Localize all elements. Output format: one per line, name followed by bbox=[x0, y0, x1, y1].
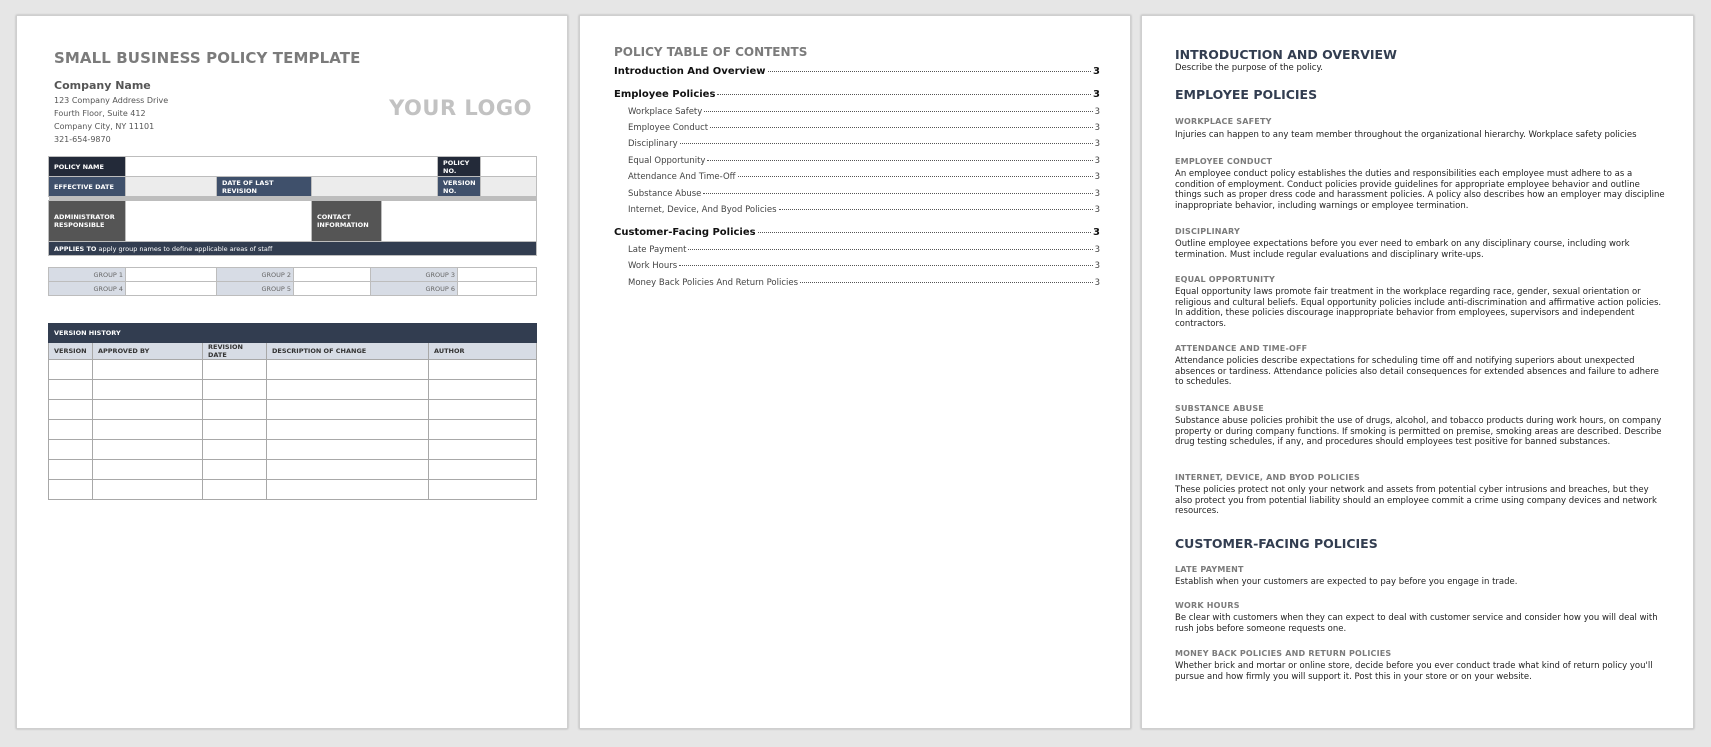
section-heading-customer-facing: CUSTOMER-FACING POLICIES bbox=[1175, 536, 1378, 551]
version-no-label: VERSION NO. bbox=[438, 177, 481, 197]
cell-description[interactable] bbox=[267, 480, 429, 500]
subsection-text-internet-device-byod[interactable]: These policies protect not only your network and assets from potential cyber intrusions and breaches, but they also protect you from potential liability should an employee commit a crime using company devices and network resources. bbox=[1175, 485, 1657, 516]
column-header-description: DESCRIPTION OF CHANGE bbox=[267, 343, 429, 360]
subsection-heading-work-hours: WORK HOURS bbox=[1175, 601, 1240, 610]
subsection-text-employee-conduct[interactable]: An employee conduct policy establishes the duties and responsibilities each employee must adhere to as a condition of employment. Conduct policies provide guidelines for appropriate employee behavior and outline things such as proper dress code and harassment policies. A policy also describes how an employer may discipline inappropriate behavior, including warnings or employee termination. bbox=[1175, 169, 1665, 211]
logo-placeholder[interactable]: YOUR LOGO bbox=[389, 96, 532, 120]
group-5-label: GROUP 5 bbox=[217, 282, 294, 296]
subsection-heading-equal-opportunity: EQUAL OPPORTUNITY bbox=[1175, 275, 1275, 284]
applies-to-instructions: apply group names to define applicable areas of staff bbox=[96, 244, 273, 253]
cell-description[interactable] bbox=[267, 360, 429, 380]
administrator-label: ADMINISTRATOR RESPONSIBLE bbox=[49, 201, 126, 242]
toc-dot-leader bbox=[680, 143, 1093, 144]
version-no-field[interactable] bbox=[481, 177, 537, 197]
section-text-introduction[interactable]: Describe the purpose of the policy. bbox=[1175, 63, 1324, 73]
cell-version[interactable] bbox=[49, 480, 93, 500]
group-4-field[interactable] bbox=[126, 282, 217, 296]
group-3-field[interactable] bbox=[458, 268, 537, 282]
toc-dot-leader bbox=[710, 127, 1092, 128]
administrator-field[interactable] bbox=[126, 201, 312, 242]
toc-page-number: 3 bbox=[1094, 139, 1100, 149]
group-6-field[interactable] bbox=[458, 282, 537, 296]
policy-no-label: POLICY NO. bbox=[438, 157, 481, 177]
subsection-heading-internet-device-byod: INTERNET, DEVICE, AND BYOD POLICIES bbox=[1175, 473, 1361, 482]
toc-page-number: 3 bbox=[1093, 89, 1100, 100]
toc-entry[interactable] bbox=[614, 66, 1100, 77]
company-city[interactable]: Company City, NY 11101 bbox=[54, 122, 155, 131]
cell-version[interactable] bbox=[49, 380, 93, 400]
subsection-heading-workplace-safety: WORKPLACE SAFETY bbox=[1175, 117, 1272, 126]
groups-table bbox=[48, 267, 537, 296]
group-6-label: GROUP 6 bbox=[371, 282, 458, 296]
table-row bbox=[49, 440, 537, 460]
cell-revision-date[interactable] bbox=[203, 360, 267, 380]
toc-page-number: 3 bbox=[1094, 278, 1100, 288]
cell-author[interactable] bbox=[429, 400, 537, 420]
cell-author[interactable] bbox=[429, 440, 537, 460]
toc-entry[interactable] bbox=[614, 156, 1100, 166]
company-phone[interactable]: 321-654-9870 bbox=[54, 135, 111, 144]
subsection-heading-attendance: ATTENDANCE AND TIME-OFF bbox=[1175, 344, 1308, 353]
toc-entry[interactable] bbox=[614, 227, 1100, 238]
cell-author[interactable] bbox=[429, 380, 537, 400]
cell-author[interactable] bbox=[429, 460, 537, 480]
policy-info-table bbox=[48, 156, 537, 256]
toc-entry-label: Late Payment bbox=[628, 245, 687, 255]
toc-dot-leader bbox=[779, 209, 1093, 210]
company-name[interactable]: Company Name bbox=[54, 79, 151, 92]
cell-description[interactable] bbox=[267, 400, 429, 420]
page-table-of-contents bbox=[579, 15, 1131, 729]
policy-name-label: POLICY NAME bbox=[49, 157, 126, 177]
toc-entry-label: Workplace Safety bbox=[628, 107, 703, 117]
policy-no-field[interactable] bbox=[481, 157, 537, 177]
table-row bbox=[49, 400, 537, 420]
toc-dot-leader bbox=[758, 232, 1091, 233]
subsection-heading-money-back: MONEY BACK POLICIES AND RETURN POLICIES bbox=[1175, 649, 1392, 658]
cell-description[interactable] bbox=[267, 460, 429, 480]
toc-entry-label: Work Hours bbox=[628, 261, 678, 271]
effective-date-field[interactable] bbox=[126, 177, 217, 197]
column-header-approved-by: APPROVED BY bbox=[93, 343, 203, 360]
cell-author[interactable] bbox=[429, 480, 537, 500]
last-revision-field[interactable] bbox=[312, 177, 438, 197]
cell-approved-by[interactable] bbox=[93, 420, 203, 440]
policy-name-field[interactable] bbox=[126, 157, 438, 177]
toc-entry[interactable] bbox=[614, 245, 1100, 255]
toc-dot-leader bbox=[768, 71, 1092, 72]
last-revision-label: DATE OF LAST REVISION bbox=[217, 177, 312, 197]
cell-author[interactable] bbox=[429, 420, 537, 440]
subsection-text-attendance[interactable]: Attendance policies describe expectations for scheduling time off and notifying superiors about unexpected absences or tardiness. Attendance policies also detail consequences for extended absences and failure to adhere to schedules. bbox=[1175, 356, 1659, 387]
cell-approved-by[interactable] bbox=[93, 460, 203, 480]
toc-page-number: 3 bbox=[1094, 123, 1100, 133]
toc-dot-leader bbox=[679, 265, 1092, 266]
cell-approved-by[interactable] bbox=[93, 440, 203, 460]
cell-revision-date[interactable] bbox=[203, 420, 267, 440]
toc-page-number: 3 bbox=[1094, 107, 1100, 117]
toc-page-number: 3 bbox=[1093, 227, 1100, 238]
group-3-label: GROUP 3 bbox=[371, 268, 458, 282]
table-row bbox=[49, 360, 537, 380]
toc-entry-label: Equal Opportunity bbox=[628, 156, 706, 166]
company-address-line2[interactable]: Fourth Floor, Suite 412 bbox=[54, 109, 146, 118]
cell-version[interactable] bbox=[49, 460, 93, 480]
toc-dot-leader bbox=[707, 160, 1092, 161]
cell-description[interactable] bbox=[267, 420, 429, 440]
subsection-text-equal-opportunity[interactable]: Equal opportunity laws promote fair treatment in the workplace regarding race, gender, sexual orientation or religious and cultural beliefs. Equal opportunity policies include anti-discrimination and affirmative action policies. In addition, these policies discourage inappropriate behavior from employees, supervisors and independent contractors. bbox=[1175, 287, 1662, 329]
group-5-field[interactable] bbox=[294, 282, 371, 296]
section-heading-employee-policies: EMPLOYEE POLICIES bbox=[1175, 87, 1318, 102]
toc-entry-label: Money Back Policies And Return Policies bbox=[628, 278, 799, 288]
toc-entry[interactable] bbox=[614, 205, 1100, 215]
group-1-label: GROUP 1 bbox=[49, 268, 126, 282]
table-row bbox=[49, 480, 537, 500]
cell-revision-date[interactable] bbox=[203, 440, 267, 460]
cell-version[interactable] bbox=[49, 420, 93, 440]
toc-page-number: 3 bbox=[1094, 205, 1100, 215]
toc-page-number: 3 bbox=[1094, 172, 1100, 182]
cell-revision-date[interactable] bbox=[203, 400, 267, 420]
cell-approved-by[interactable] bbox=[93, 360, 203, 380]
subsection-text-work-hours[interactable]: Be clear with customers when they can expect to deal with customer service and consider how you will deal with rush jobs before someone requests one. bbox=[1175, 613, 1658, 634]
page-policy-body bbox=[1141, 15, 1694, 729]
toc-entry-label: Disciplinary bbox=[628, 139, 678, 149]
group-4-label: GROUP 4 bbox=[49, 282, 126, 296]
subsection-text-substance-abuse[interactable]: Substance abuse policies prohibit the use of drugs, alcohol, and tobacco products during work hours, on company property or during company functions. If smoking is permitted on premise, smoking areas are described. Describe drug testing schedules, if any, and procedures should employees test positive for banned substances. bbox=[1175, 416, 1662, 447]
subsection-heading-substance-abuse: SUBSTANCE ABUSE bbox=[1175, 404, 1264, 413]
toc-page-number: 3 bbox=[1094, 261, 1100, 271]
toc-entry[interactable] bbox=[614, 172, 1100, 182]
table-row bbox=[49, 420, 537, 440]
section-heading-introduction: INTRODUCTION AND OVERVIEW bbox=[1175, 47, 1397, 62]
toc-page-number: 3 bbox=[1094, 189, 1100, 199]
group-2-field[interactable] bbox=[294, 268, 371, 282]
subsection-text-money-back[interactable]: Whether brick and mortar or online store, decide before you ever conduct trade what kind of return policy you'll pursue and how firmly you will support it. Post this in your store or on your website. bbox=[1175, 661, 1653, 682]
cell-author[interactable] bbox=[429, 360, 537, 380]
cell-version[interactable] bbox=[49, 360, 93, 380]
cell-description[interactable] bbox=[267, 440, 429, 460]
applies-to-label: APPLIES TO bbox=[54, 244, 97, 253]
cell-description[interactable] bbox=[267, 380, 429, 400]
table-row bbox=[49, 380, 537, 400]
toc-page-number: 3 bbox=[1093, 66, 1100, 77]
toc-dot-leader bbox=[688, 249, 1092, 250]
subsection-heading-late-payment: LATE PAYMENT bbox=[1175, 565, 1244, 574]
subsection-text-workplace-safety[interactable]: Injuries can happen to any team member throughout the organizational hierarchy. Workplace safety policies bbox=[1175, 130, 1637, 140]
toc-entry[interactable] bbox=[614, 278, 1100, 288]
toc-entry[interactable] bbox=[614, 123, 1100, 133]
toc-dot-leader bbox=[717, 94, 1091, 95]
toc-entry-label: Substance Abuse bbox=[628, 189, 702, 199]
toc-entry[interactable] bbox=[614, 107, 1100, 117]
cell-revision-date[interactable] bbox=[203, 380, 267, 400]
effective-date-label: EFFECTIVE DATE bbox=[49, 177, 126, 197]
cell-approved-by[interactable] bbox=[93, 480, 203, 500]
toc-dot-leader bbox=[704, 111, 1092, 112]
toc-entry-label: Employee Policies bbox=[614, 89, 716, 100]
toc-dot-leader bbox=[738, 176, 1093, 177]
company-address-line1[interactable]: 123 Company Address Drive bbox=[54, 96, 169, 105]
contact-field[interactable] bbox=[382, 201, 537, 242]
toc-entry-label: Internet, Device, And Byod Policies bbox=[628, 205, 777, 215]
cell-approved-by[interactable] bbox=[93, 400, 203, 420]
subsection-heading-disciplinary: DISCIPLINARY bbox=[1175, 227, 1240, 236]
toc-entry-label: Customer-Facing Policies bbox=[614, 227, 756, 238]
toc-dot-leader bbox=[703, 193, 1092, 194]
toc-entry-label: Introduction And Overview bbox=[614, 66, 766, 77]
document-title: SMALL BUSINESS POLICY TEMPLATE bbox=[54, 49, 361, 67]
toc-page-number: 3 bbox=[1094, 156, 1100, 166]
toc-entry-label: Attendance And Time-Off bbox=[628, 172, 736, 182]
version-history-title: VERSION HISTORY bbox=[49, 324, 537, 343]
toc-entry[interactable] bbox=[614, 261, 1100, 271]
column-header-revision-date: REVISION DATE bbox=[203, 343, 267, 360]
group-1-field[interactable] bbox=[126, 268, 217, 282]
toc-entry[interactable] bbox=[614, 189, 1100, 199]
contact-label: CONTACT INFORMATION bbox=[312, 201, 382, 242]
subsection-text-disciplinary[interactable]: Outline employee expectations before you ever need to embark on any disciplinary course, including work termination. Must include regular evaluations and disciplinary write-ups. bbox=[1175, 239, 1630, 260]
version-history-table bbox=[48, 323, 537, 500]
cell-revision-date[interactable] bbox=[203, 480, 267, 500]
cell-version[interactable] bbox=[49, 440, 93, 460]
cell-version[interactable] bbox=[49, 400, 93, 420]
toc-page-number: 3 bbox=[1094, 245, 1100, 255]
page-cover bbox=[16, 15, 568, 729]
toc-entry[interactable] bbox=[614, 89, 1100, 100]
cell-approved-by[interactable] bbox=[93, 380, 203, 400]
column-header-author: AUTHOR bbox=[429, 343, 537, 360]
toc-title: POLICY TABLE OF CONTENTS bbox=[614, 45, 808, 59]
toc-entry[interactable] bbox=[614, 139, 1100, 149]
group-2-label: GROUP 2 bbox=[217, 268, 294, 282]
column-header-version: VERSION bbox=[49, 343, 93, 360]
toc-entry-label: Employee Conduct bbox=[628, 123, 709, 133]
subsection-heading-employee-conduct: EMPLOYEE CONDUCT bbox=[1175, 157, 1273, 166]
table-row bbox=[49, 460, 537, 480]
cell-revision-date[interactable] bbox=[203, 460, 267, 480]
applies-to-bar bbox=[49, 242, 537, 256]
toc-dot-leader bbox=[800, 282, 1093, 283]
subsection-text-late-payment[interactable]: Establish when your customers are expected to pay before you engage in trade. bbox=[1175, 577, 1518, 587]
